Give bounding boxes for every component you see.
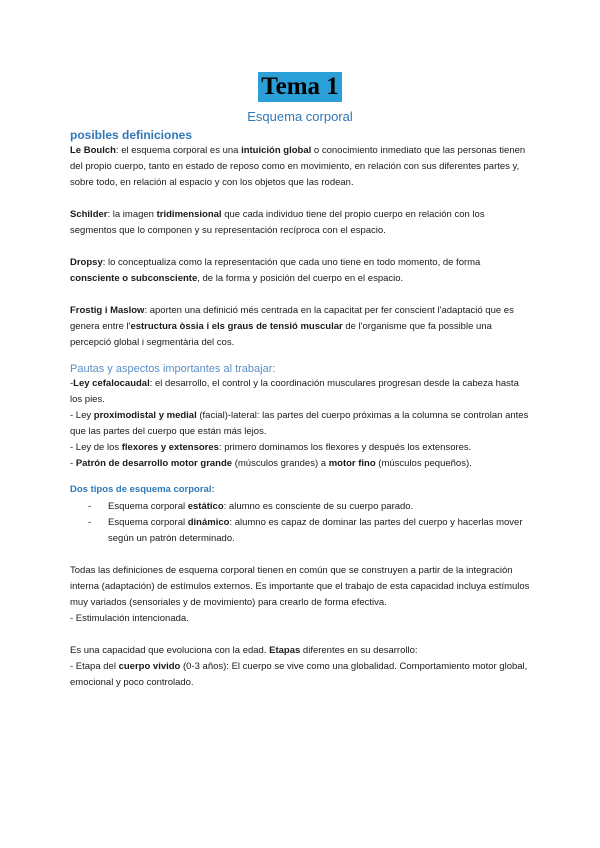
definition-frostig-maslow: Frostig i Maslow: aporten una definició més centrada en la capacitat per fer conscient l'adaptació que es genera entre l'estructura òssia i els graus de tensió muscular de l'organisme que fa possible una percepció global i segmentària del cos. [70, 305, 514, 348]
author-name: Schilder [70, 209, 108, 220]
body-schema-types-list [70, 499, 530, 547]
author-name: Frostig i Maslow [70, 305, 145, 316]
motor-pattern: - Patrón de desarrollo motor grande (músculos grandes) a motor fino (músculos pequeños). [70, 458, 472, 469]
list-item-dynamic: - Esquema corporal dinámico: alumno es capaz de dominar las partes del cuerpo y hacerlas mover según un patrón determinado. [88, 517, 523, 544]
author-name: Le Boulch [70, 145, 116, 156]
definition-dropsy: Dropsy: lo conceptualiza como la representación que cada uno tiene en todo momento, de forma consciente o subconsciente, de la forma y posición del cuerpo en el espacio. [70, 257, 481, 284]
stages-intro: Es una capacidad que evoluciona con la edad. Etapas diferentes en su desarrollo: [70, 645, 418, 656]
page-subtitle: Esquema corporal [247, 109, 353, 124]
guidelines-heading: Pautas y aspectos importantes al trabajar: [70, 363, 276, 375]
body-schema-types-heading: Dos tipos de esquema corporal: [70, 484, 215, 495]
law-proximodistal: - Ley proximodistal y medial (facial)-lateral: las partes del cuerpo próximas a la columna se controlan antes que las partes del cuerpo que están más lejos. [70, 410, 529, 437]
dash-bullet: - [88, 517, 92, 528]
page-title: Tema 1 [258, 72, 342, 102]
common-definition-paragraph: Todas las definiciones de esquema corporal tienen en común que se construyen a partir de la integración interna (adaptación) de estímulos externos. Es importante que el trabajo de esta capacidad incluya estímulos muy variados (sensoriales y de movimiento) para crearlo de forma efectiva. [70, 565, 530, 608]
law-flexors-extensors: - Ley de los flexores y extensores: primero dominamos los flexores y después los extensores. [70, 442, 472, 453]
intentional-stimulation: - Estimulación intencionada. [70, 613, 189, 624]
definition-schilder: Schilder: la imagen tridimensional que cada individuo tiene del propio cuerpo en relación con los segmentos que lo componen y su representación recíproca con el espacio. [70, 209, 485, 236]
law-cephalocaudal: -Ley cefalocaudal: el desarrollo, el control y la coordinación musculares progresan desde la cabeza hasta los pies. [70, 378, 519, 405]
list-item-static: - Esquema corporal estático: alumno es consciente de su cuerpo parado. [88, 499, 530, 515]
definition-le-boulch: Le Boulch: el esquema corporal es una intuición global o conocimiento inmediato que las personas tienen del propio cuerpo, tanto en estado de reposo como en movimiento, en relación con sus diferentes partes y, sobre todo, en relación al espacio y con los objetos que las rodean. [70, 145, 526, 188]
dash-bullet: - [88, 501, 92, 512]
stage-lived-body: - Etapa del cuerpo vivido (0-3 años): El cuerpo se vive como una globalidad. Comportamiento motor global, emocional y poco controlado. [70, 661, 528, 688]
author-name: Dropsy [70, 257, 103, 268]
definitions-heading: posibles definiciones [70, 128, 193, 142]
title-wrap [70, 72, 530, 102]
